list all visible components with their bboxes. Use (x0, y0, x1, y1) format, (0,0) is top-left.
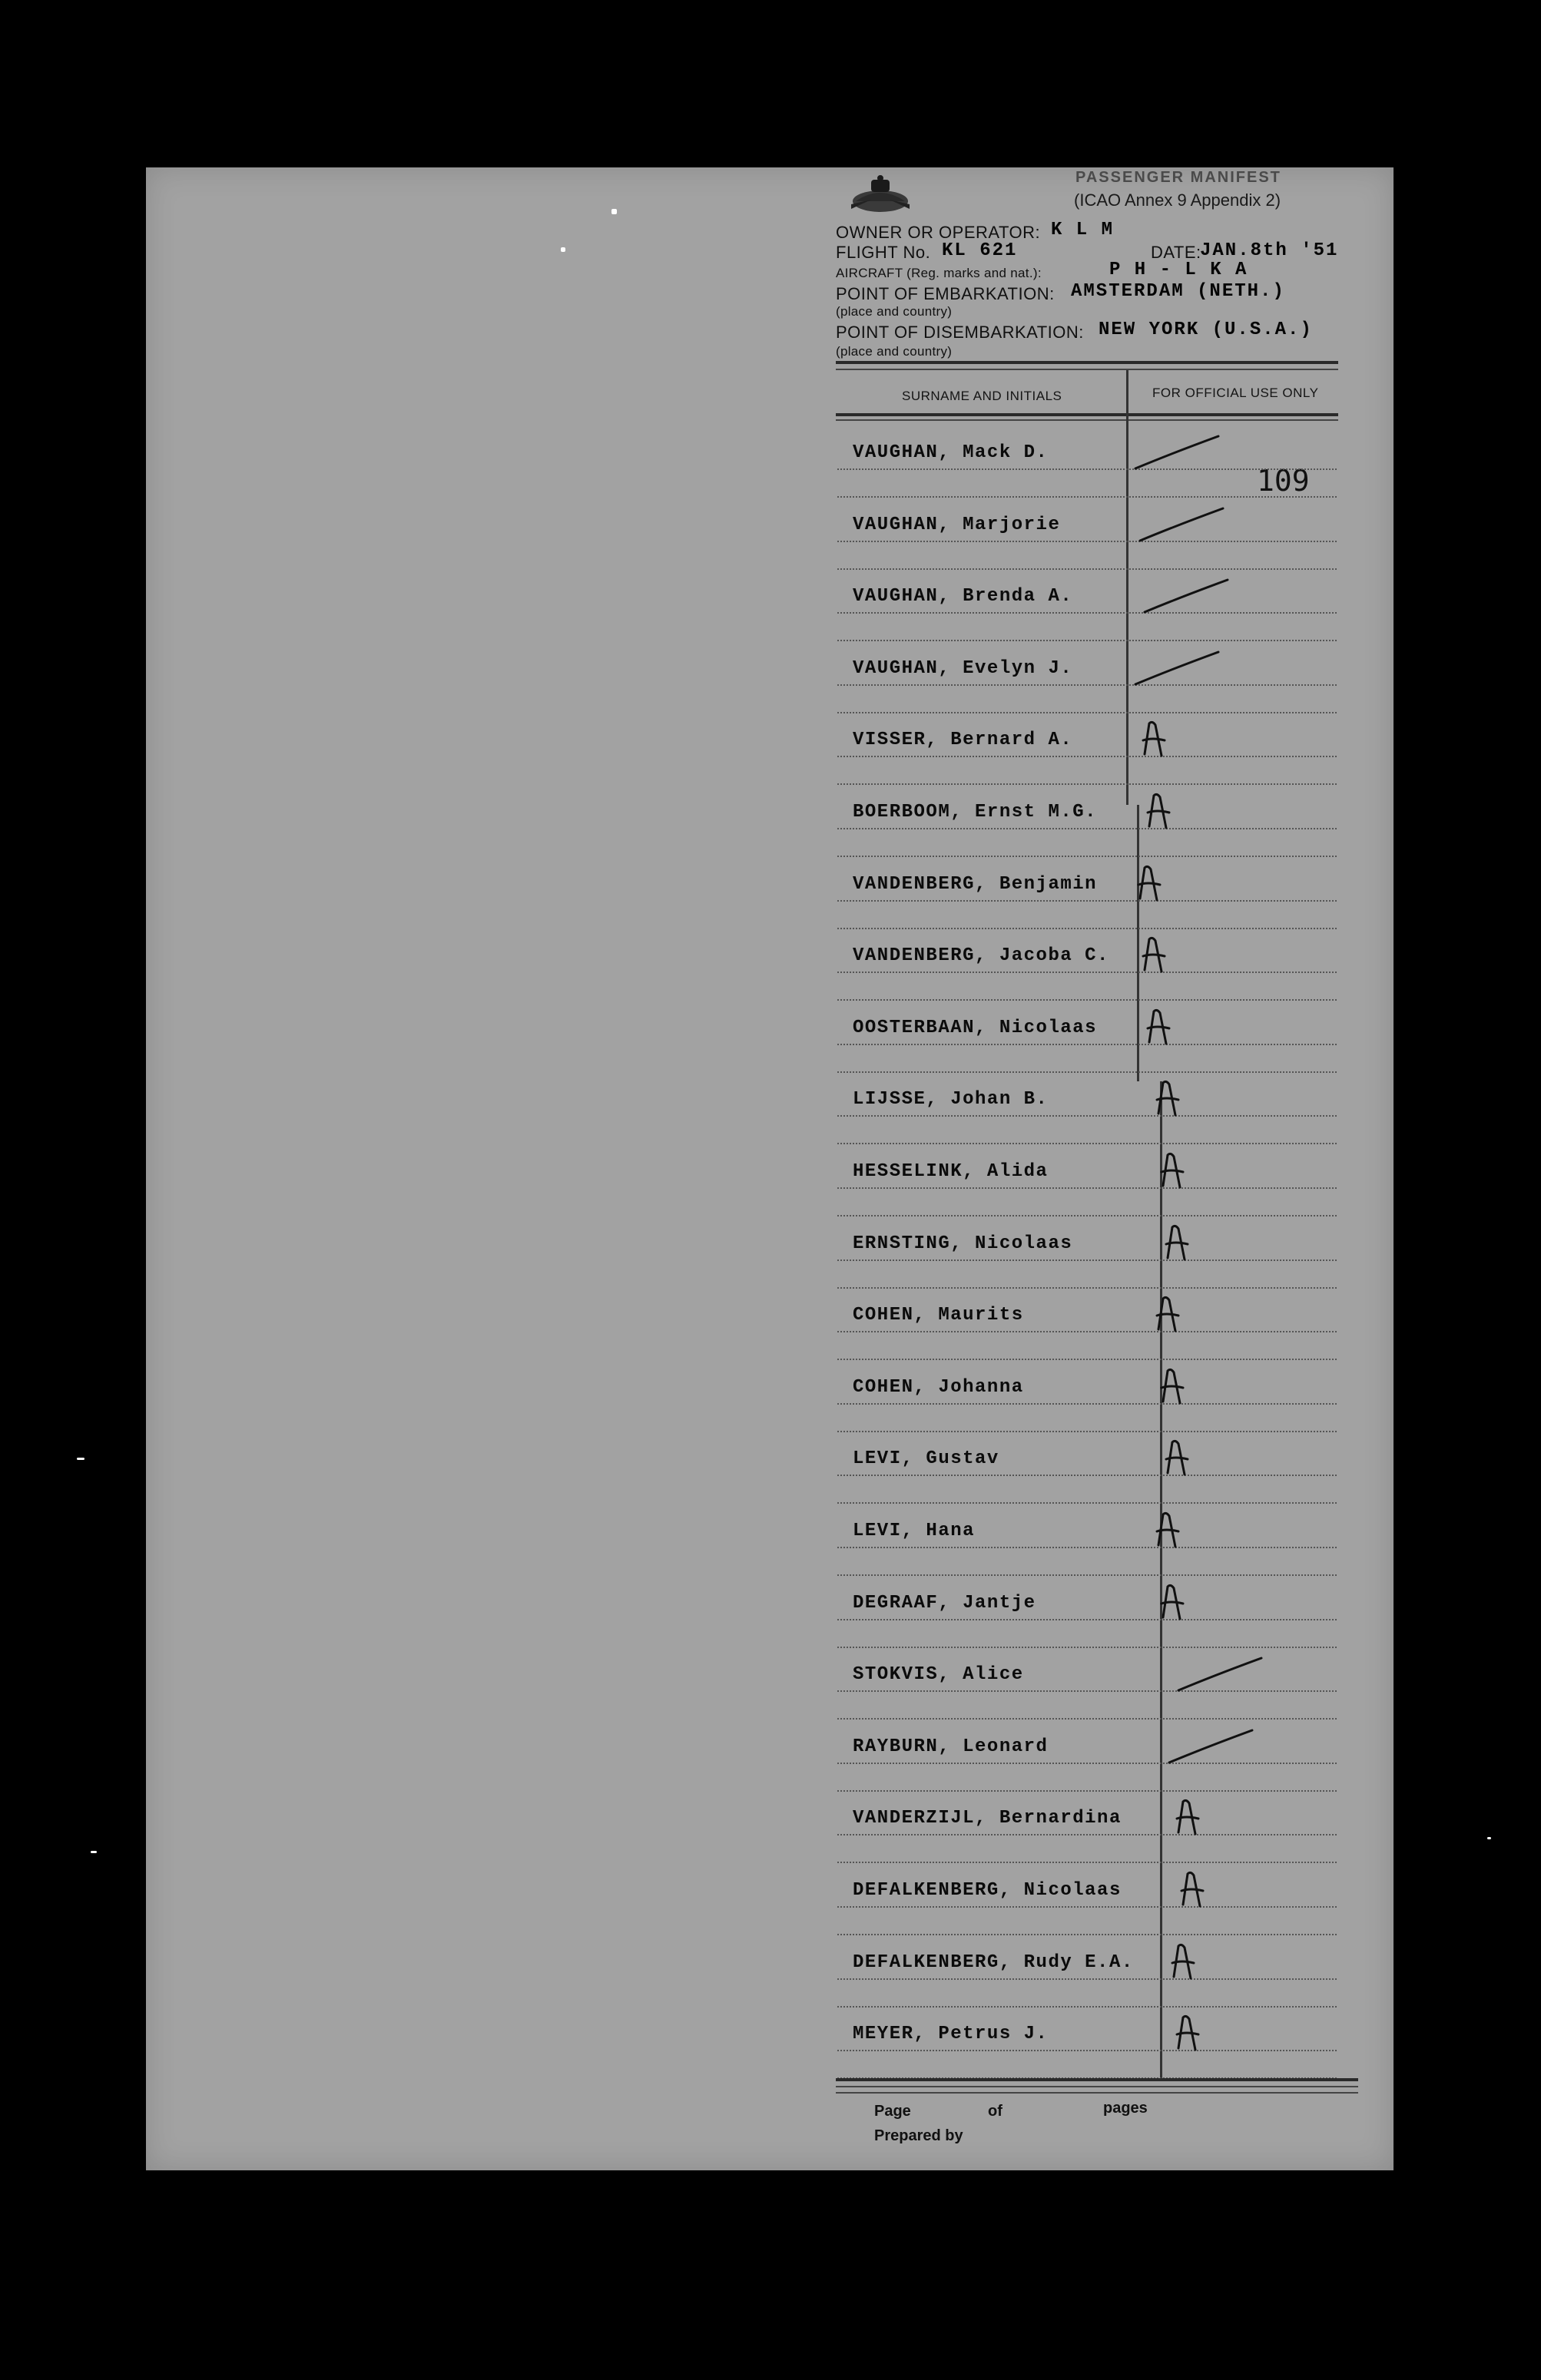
official-mark-a-icon (1162, 1436, 1277, 1482)
disembark-value: NEW YORK (U.S.A.) (1099, 319, 1313, 340)
passenger-name: RAYBURN, Leonard (853, 1736, 1049, 1757)
passenger-name: MEYER, Petrus J. (853, 2024, 1049, 2045)
official-mark-a-icon (1177, 1868, 1292, 1914)
official-mark-a-icon (1168, 1940, 1283, 1986)
passenger-name: LIJSSE, Johan B. (853, 1089, 1049, 1111)
row-guide-line (837, 828, 1337, 829)
row-guide-line (837, 541, 1337, 542)
operator-label: OWNER OR OPERATOR: (836, 223, 1041, 242)
row-guide-line (837, 928, 1337, 929)
passenger-name: VISSER, Bernard A. (853, 730, 1073, 751)
footer-page-label: Page (874, 2103, 911, 2120)
row-guide-line (837, 1215, 1337, 1216)
row-guide-line (837, 783, 1337, 785)
passenger-name: LEVI, Hana (853, 1521, 976, 1541)
passenger-name: ERNSTING, Nicolaas (853, 1233, 1073, 1254)
footer-prepared-label: Prepared by (874, 2127, 963, 2144)
official-mark-a-icon (1134, 862, 1249, 908)
row-guide-line (837, 1359, 1337, 1360)
official-checkmark-icon (1168, 1724, 1283, 1770)
passenger-name: VAUGHAN, Evelyn J. (853, 657, 1073, 679)
row-guide-line (837, 640, 1337, 641)
row-guide-line (837, 1790, 1337, 1792)
flight-value: KL 621 (942, 240, 1018, 261)
row-guide-line (837, 568, 1337, 570)
official-mark-a-icon (1157, 1365, 1272, 1411)
official-mark-a-icon (1143, 789, 1258, 836)
row-guide-line (837, 856, 1337, 857)
table-bottom-rule-2 (836, 2086, 1358, 2087)
row-guide-line (837, 1862, 1337, 1863)
embark-place-note: (place and country) (836, 304, 953, 319)
passenger-name: HESSELINK, Alida (853, 1161, 1049, 1182)
official-mark-a-icon (1157, 1581, 1272, 1627)
table-bottom-rule-3 (836, 2092, 1358, 2094)
row-guide-line (837, 1044, 1337, 1045)
row-guide-line (837, 756, 1337, 757)
aircraft-value: P H - L K A (1109, 260, 1248, 280)
official-mark-a-icon (1157, 1149, 1272, 1195)
table-top-rule (836, 361, 1338, 364)
row-guide-line (837, 1287, 1337, 1289)
passenger-name: DEGRAAF, Jantje (853, 1592, 1036, 1614)
row-guide-line (837, 684, 1337, 686)
passenger-name: STOKVIS, Alice (853, 1664, 1024, 1686)
row-guide-line (837, 2006, 1337, 2008)
dust-speck (77, 1458, 85, 1460)
passenger-name: VANDENBERG, Benjamin (853, 873, 1098, 895)
disembark-place-note: (place and country) (836, 344, 953, 359)
row-guide-line (837, 468, 1337, 470)
official-mark-a-icon (1152, 1077, 1268, 1123)
dust-speck (91, 1851, 97, 1853)
row-guide-line (837, 999, 1337, 1001)
embark-value: AMSTERDAM (NETH.) (1071, 281, 1285, 302)
passenger-name: VAUGHAN, Marjorie (853, 514, 1061, 535)
dust-speck (611, 209, 617, 214)
row-guide-line (837, 612, 1337, 614)
operator-value: K L M (1051, 220, 1115, 240)
col-header-surname: SURNAME AND INITIALS (902, 389, 1062, 403)
manifest-subtitle: (ICAO Annex 9 Appendix 2) (1074, 190, 1281, 210)
official-checkmark-icon (1143, 574, 1258, 620)
official-mark-a-icon (1172, 1796, 1287, 1842)
date-value: JAN.8th '51 (1200, 240, 1339, 261)
table-bottom-rule (836, 2078, 1358, 2081)
column-divider-upper (1126, 370, 1128, 805)
row-guide-line (837, 1431, 1337, 1432)
table-header-rule (836, 413, 1338, 416)
passenger-name: COHEN, Johanna (853, 1376, 1024, 1398)
col-header-official: FOR OFFICIAL USE ONLY (1152, 386, 1319, 400)
row-guide-line (837, 1143, 1337, 1144)
row-guide-line (837, 712, 1337, 713)
row-guide-line (837, 1934, 1337, 1935)
footer-of-label: of (988, 2103, 1002, 2120)
official-checkmark-icon (1134, 646, 1249, 692)
official-mark-a-icon (1152, 1293, 1268, 1339)
row-guide-line (837, 1718, 1337, 1720)
date-label: DATE: (1151, 243, 1201, 262)
official-mark-a-icon (1152, 1508, 1268, 1554)
passenger-name: BOERBOOM, Ernst M.G. (853, 802, 1098, 823)
row-guide-line (837, 1071, 1337, 1073)
passenger-name: OOSTERBAAN, Nicolaas (853, 1017, 1098, 1038)
passenger-name: LEVI, Gustav (853, 1448, 999, 1470)
official-mark-a-icon (1138, 717, 1254, 763)
flight-label: FLIGHT No. (836, 243, 931, 262)
passenger-name: COHEN, Maurits (853, 1305, 1024, 1326)
table-header-rule-2 (836, 419, 1338, 421)
official-checkmark-icon (1138, 502, 1254, 548)
passenger-name: VAUGHAN, Mack D. (853, 442, 1049, 463)
dust-speck (561, 247, 565, 252)
passenger-name: DEFALKENBERG, Nicolaas (853, 1880, 1122, 1901)
aircraft-label: AIRCRAFT (Reg. marks and nat.): (836, 266, 1042, 280)
row-guide-line (837, 1574, 1337, 1576)
disembark-label: POINT OF DISEMBARKATION: (836, 323, 1084, 342)
row-guide-line (837, 496, 1337, 498)
official-mark-a-icon (1143, 1005, 1258, 1051)
official-checkmark-icon (1134, 430, 1249, 476)
row-guide-line (837, 972, 1337, 973)
passenger-name: VANDENBERG, Jacoba C. (853, 945, 1109, 967)
official-checkmark-icon (1177, 1652, 1292, 1698)
passenger-name: VANDERZIJL, Bernardina (853, 1808, 1122, 1829)
passenger-name: VAUGHAN, Brenda A. (853, 586, 1073, 607)
dust-speck (1487, 1837, 1491, 1839)
row-guide-line (837, 1647, 1337, 1648)
passenger-name: DEFALKENBERG, Rudy E.A. (853, 1951, 1134, 1973)
embark-label: POINT OF EMBARKATION: (836, 284, 1055, 303)
footer-pages-label: pages (1103, 2100, 1148, 2117)
manifest-title: PASSENGER MANIFEST (1075, 169, 1281, 186)
row-guide-line (837, 1502, 1337, 1504)
row-guide-line (837, 900, 1337, 902)
official-stamp-number: 109 (1257, 464, 1310, 498)
klm-crown-logo-icon (848, 174, 913, 218)
official-mark-a-icon (1162, 1221, 1277, 1267)
official-mark-a-icon (1138, 933, 1254, 979)
official-mark-a-icon (1172, 2011, 1287, 2057)
table-top-rule-2 (836, 369, 1338, 370)
